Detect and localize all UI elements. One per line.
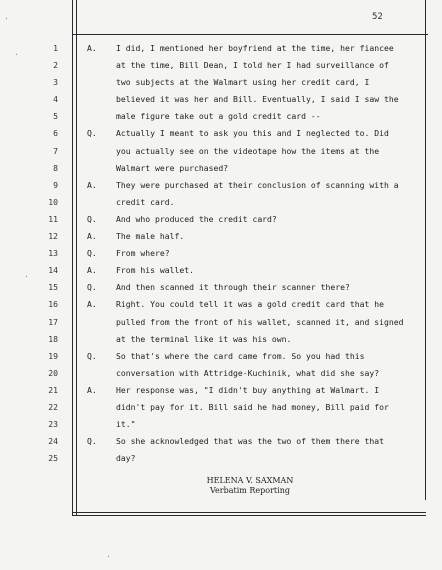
line-number: 22: [48, 401, 58, 412]
transcript-line: [0, 57, 442, 74]
transcript-line: [0, 143, 442, 160]
transcript-line: [0, 382, 442, 399]
transcript-line: [0, 348, 442, 365]
line-text: you actually see on the videotape how the items at the: [116, 145, 380, 156]
line-number: 23: [48, 419, 58, 430]
top-rule: [72, 34, 428, 35]
reporter-footer: [160, 476, 340, 496]
line-number: 11: [48, 213, 58, 224]
speaker-label: Q.: [87, 213, 97, 224]
transcript-line: [0, 296, 442, 313]
line-text: So she acknowledged that was the two of them there that: [116, 436, 385, 447]
line-text: it.": [116, 419, 136, 430]
transcript-line: [0, 365, 442, 382]
line-number: 25: [48, 453, 58, 464]
line-text: two subjects at the Walmart using her credit card, I: [116, 77, 370, 88]
speaker-label: A.: [87, 231, 97, 242]
transcript-line: [0, 416, 442, 433]
line-number: 20: [48, 367, 58, 378]
line-text: Right. You could tell it was a gold credit card that he: [116, 299, 385, 310]
line-text: at the time, Bill Dean, I told her I had surveillance of: [116, 60, 389, 71]
line-number: 14: [48, 265, 58, 276]
line-number: 12: [48, 231, 58, 242]
line-text: From where?: [116, 248, 170, 259]
scan-speck: ·: [4, 14, 9, 23]
speaker-label: Q.: [87, 282, 97, 293]
line-number: 9: [53, 179, 58, 190]
speaker-label: Q.: [87, 248, 97, 259]
line-number: 13: [48, 248, 58, 259]
transcript-line: [0, 108, 442, 125]
line-text: Walmart were purchased?: [116, 162, 229, 173]
speaker-label: A.: [87, 43, 97, 53]
line-number: 24: [48, 436, 58, 447]
line-text: And then scanned it through their scanner there?: [116, 282, 350, 293]
reporter-name: HELENA V. SAXMAN: [206, 476, 294, 485]
transcript-line: [0, 245, 442, 262]
speaker-label: Q.: [87, 436, 97, 447]
line-number: 10: [48, 196, 58, 207]
line-number: 8: [53, 162, 58, 173]
bottom-rule-double: [72, 515, 426, 516]
line-text: I did, I mentioned her boyfriend at the time, her fiancee: [116, 43, 394, 53]
line-number: 17: [48, 316, 58, 327]
line-number: 1: [53, 43, 58, 53]
line-text: male figure take out a gold credit card --: [116, 111, 321, 122]
line-text: didn't pay for it. Bill said he had money, Bill paid for: [116, 401, 389, 412]
line-number: 16: [48, 299, 58, 310]
transcript-line: [0, 433, 442, 450]
transcript-line: [0, 194, 442, 211]
line-number: 5: [53, 111, 58, 122]
line-number: 18: [48, 333, 58, 344]
speaker-label: A.: [87, 299, 97, 310]
line-number: 2: [53, 60, 58, 71]
transcript-line: [0, 177, 442, 194]
line-text: And who produced the credit card?: [116, 213, 277, 224]
speaker-label: Q.: [87, 350, 97, 361]
line-number: 7: [53, 145, 58, 156]
line-number: 4: [53, 94, 58, 105]
speaker-label: A.: [87, 265, 97, 276]
line-text: Her response was, "I didn't buy anything at Walmart. I: [116, 384, 380, 395]
line-number: 15: [48, 282, 58, 293]
line-number: 19: [48, 350, 58, 361]
line-text: at the terminal like it was his own.: [116, 333, 292, 344]
line-text: The male half.: [116, 231, 185, 242]
line-text: pulled from the front of his wallet, scanned it, and signed: [116, 316, 404, 327]
speaker-label: A.: [87, 179, 97, 190]
transcript-line: [0, 160, 442, 177]
transcript-line: [0, 91, 442, 108]
line-text: From his wallet.: [116, 265, 194, 276]
line-number: 6: [53, 128, 58, 139]
transcript-line: [0, 331, 442, 348]
transcript-line: [0, 450, 442, 467]
line-number: 21: [48, 384, 58, 395]
reporting-company: Verbatim Reporting: [210, 486, 290, 495]
line-text: They were purchased at their conclusion of scanning with a: [116, 179, 399, 190]
line-text: believed it was her and Bill. Eventually, I said I saw the: [116, 94, 399, 105]
scan-speck: ·: [24, 272, 29, 281]
line-text: Actually I meant to ask you this and I neglected to. Did: [116, 128, 389, 139]
transcript-lines: [0, 40, 442, 467]
transcript-line: [0, 40, 442, 57]
line-text: So that's where the card came from. So you had this: [116, 350, 365, 361]
line-number: 3: [53, 77, 58, 88]
transcript-line: [0, 125, 442, 142]
line-text: conversation with Attridge-Kuchinik, what did she say?: [116, 367, 380, 378]
transcript-line: [0, 262, 442, 279]
scan-speck: ·: [106, 552, 111, 561]
transcript-line: [0, 74, 442, 91]
speaker-label: A.: [87, 384, 97, 395]
line-text: credit card.: [116, 196, 175, 207]
transcript-line: [0, 279, 442, 296]
transcript-line: [0, 399, 442, 416]
line-text: day?: [116, 453, 136, 464]
transcript-line: [0, 314, 442, 331]
speaker-label: Q.: [87, 128, 97, 139]
bottom-rule: [72, 512, 426, 513]
transcript-line: [0, 228, 442, 245]
scan-speck: ·: [14, 50, 19, 59]
page-number: 52: [372, 12, 383, 22]
transcript-line: [0, 211, 442, 228]
